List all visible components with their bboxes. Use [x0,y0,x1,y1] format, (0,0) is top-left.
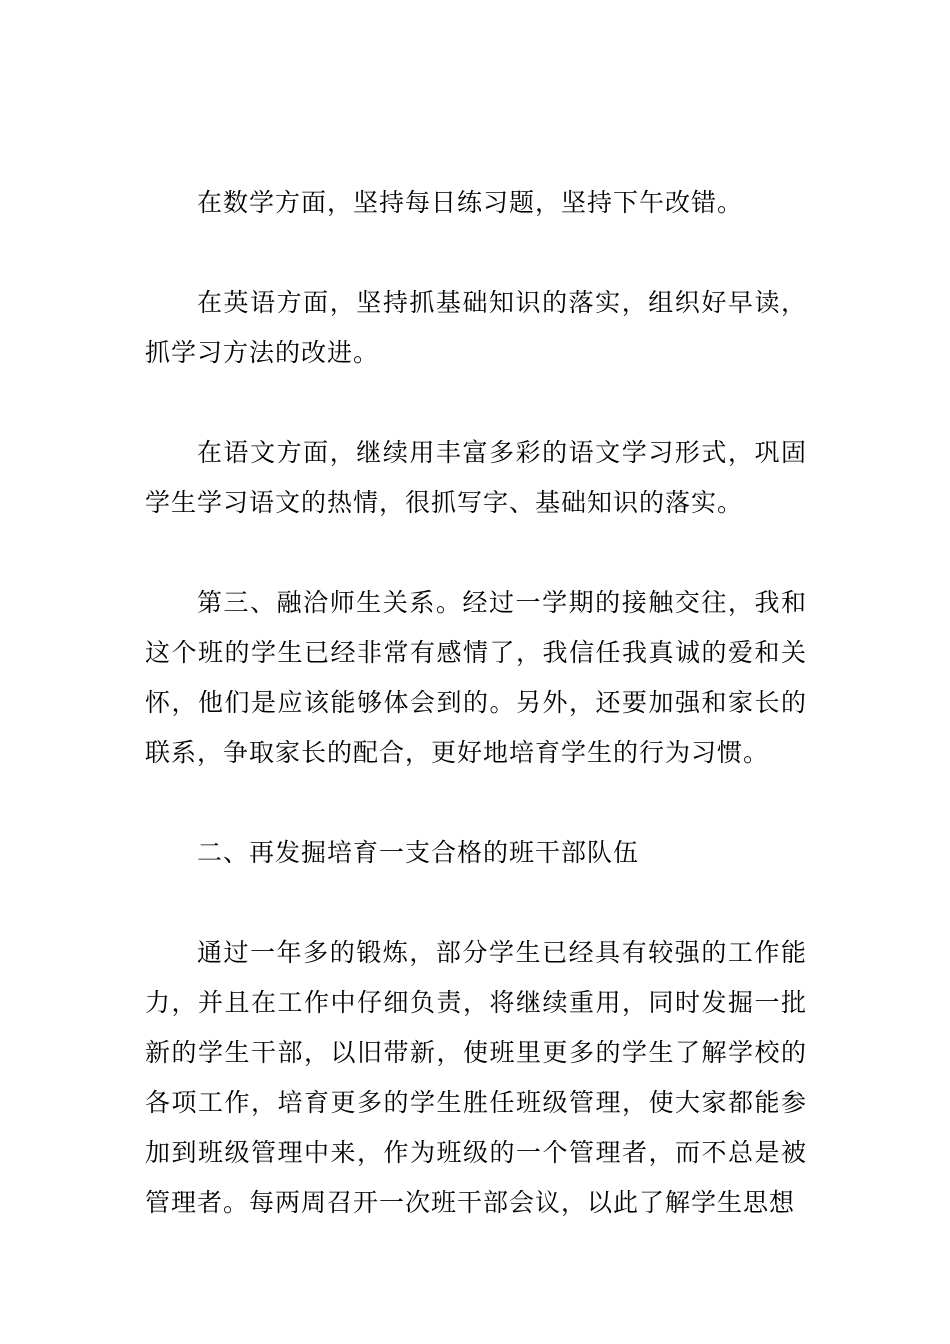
paragraph-spacer [145,878,807,928]
paragraph-spacer [145,378,807,428]
paragraph-spacer [145,778,807,828]
section-heading: 二、再发掘培育一支合格的班干部队伍 [197,838,640,867]
paragraph-teacher-student: 第三、融洽师生关系。经过一学期的接触交往，我和这个班的学生已经非常有感情了，我信任我真诚的爱和关怀，他们是应该能够体会到的。另外，还要加强和家长的联系，争取家长的配合，更好地培育学生的行为习惯。 [145,588,807,767]
paragraph-chinese: 在语文方面，继续用丰富多彩的语文学习形式，巩固学生学习语文的热情，很抓写字、基础知识的落实。 [145,438,807,517]
paragraph-math: 在数学方面，坚持每日练习题，坚持下午改错。 [197,188,744,217]
document-page [145,178,807,1228]
paragraph-spacer [145,528,807,578]
paragraph-spacer [145,228,807,278]
paragraph-english: 在英语方面，坚持抓基础知识的落实，组织好早读，抓学习方法的改进。 [145,288,807,367]
paragraph-class-cadres: 通过一年多的锻炼，部分学生已经具有较强的工作能力，并且在工作中仔细负责，将继续重用，同时发掘一批新的学生干部，以旧带新，使班里更多的学生了解学校的各项工作，培育更多的学生胜任班级管理，使大家都能参加到班级管理中来，作为班级的一个管理者，而不总是被管理者。每两周召开一次班干部会议，以此了解学生思想 [145,938,807,1217]
